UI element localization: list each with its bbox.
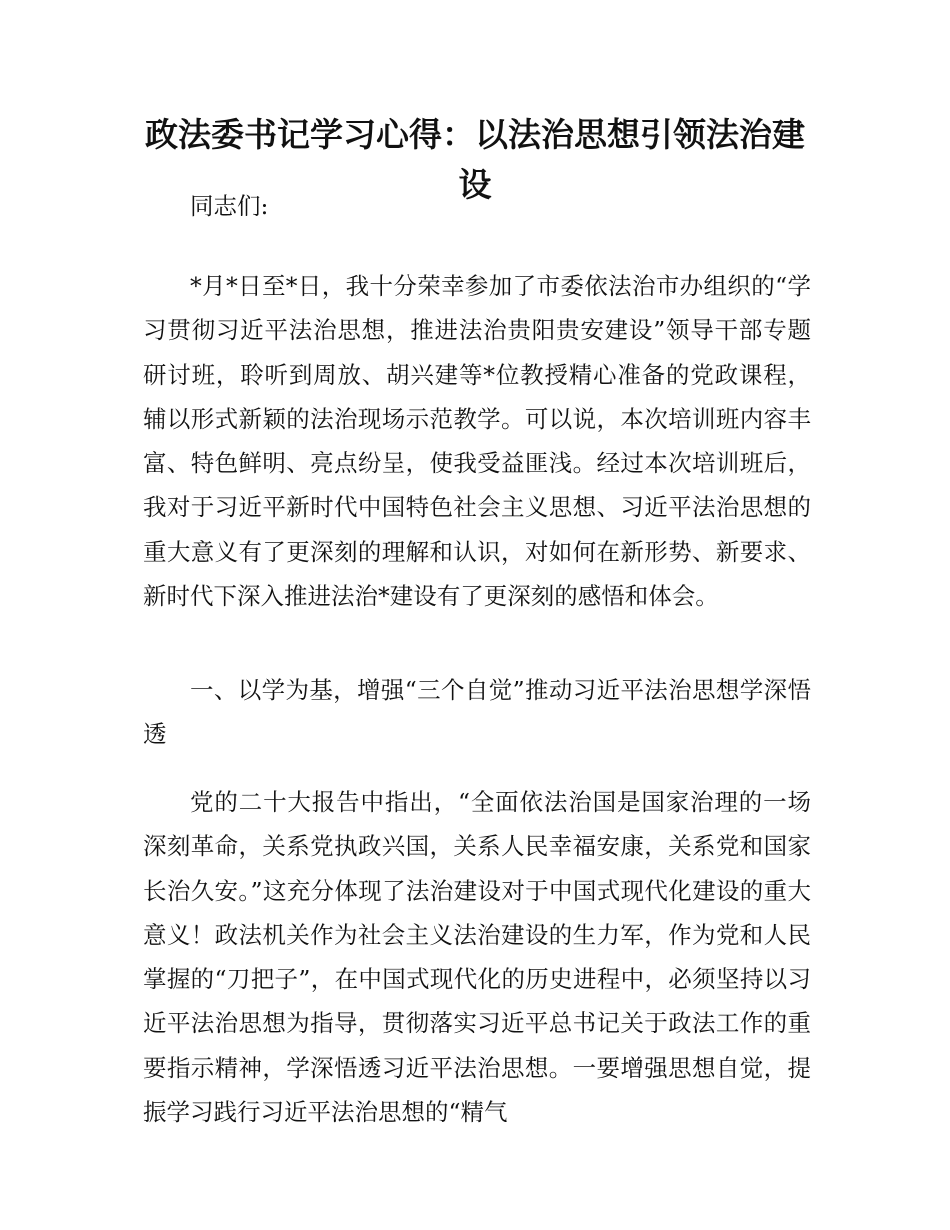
greeting-paragraph: 同志们: bbox=[190, 192, 269, 220]
body-paragraph: 党的二十大报告中指出，“全面依法治国是国家治理的一场深刻革命，关系党执政兴国，关系人民幸福安康，关系党和国家长治久安。”这充分体现了法治建设对于中国式现代化建设的重大意义！政法机关作为社会主义法治建设的生力军，作为党和人民掌握的“刀把子”，在中国式现代化的历史进程中，必须坚持以习近平法治思想为指导，贯彻落实习近平总书记关于政法工作的重要指示精神，学深悟透习近平法治思想。一要增强思想自觉，提振学习践行习近平法治思想的“精气 bbox=[143, 788, 811, 1127]
intro-paragraph: *月*日至*日，我十分荣幸参加了市委依法治市办组织的“学习贯彻习近平法治思想，推进法治贵阳贵安建设”领导干部专题研讨班，聆听到周放、胡兴建等*位教授精心准备的党政课程，辅以形式新颖的法治现场示范教学。可以说，本次培训班内容丰富、特色鲜明、亮点纷呈，使我受益匪浅。经过本次培训班后，我对于习近平新时代中国特色社会主义思想、习近平法治思想的重大意义有了更深刻的理解和认识，对如何在新形势、新要求、新时代下深入推进法治*建设有了更深刻的感悟和体会。 bbox=[143, 272, 811, 611]
section-heading: 一、以学为基，增强“三个自觉”推动习近平法治思想学深悟透 bbox=[143, 676, 811, 749]
document-title: 政法委书记学习心得：以法治思想引领法治建设 bbox=[145, 115, 805, 204]
